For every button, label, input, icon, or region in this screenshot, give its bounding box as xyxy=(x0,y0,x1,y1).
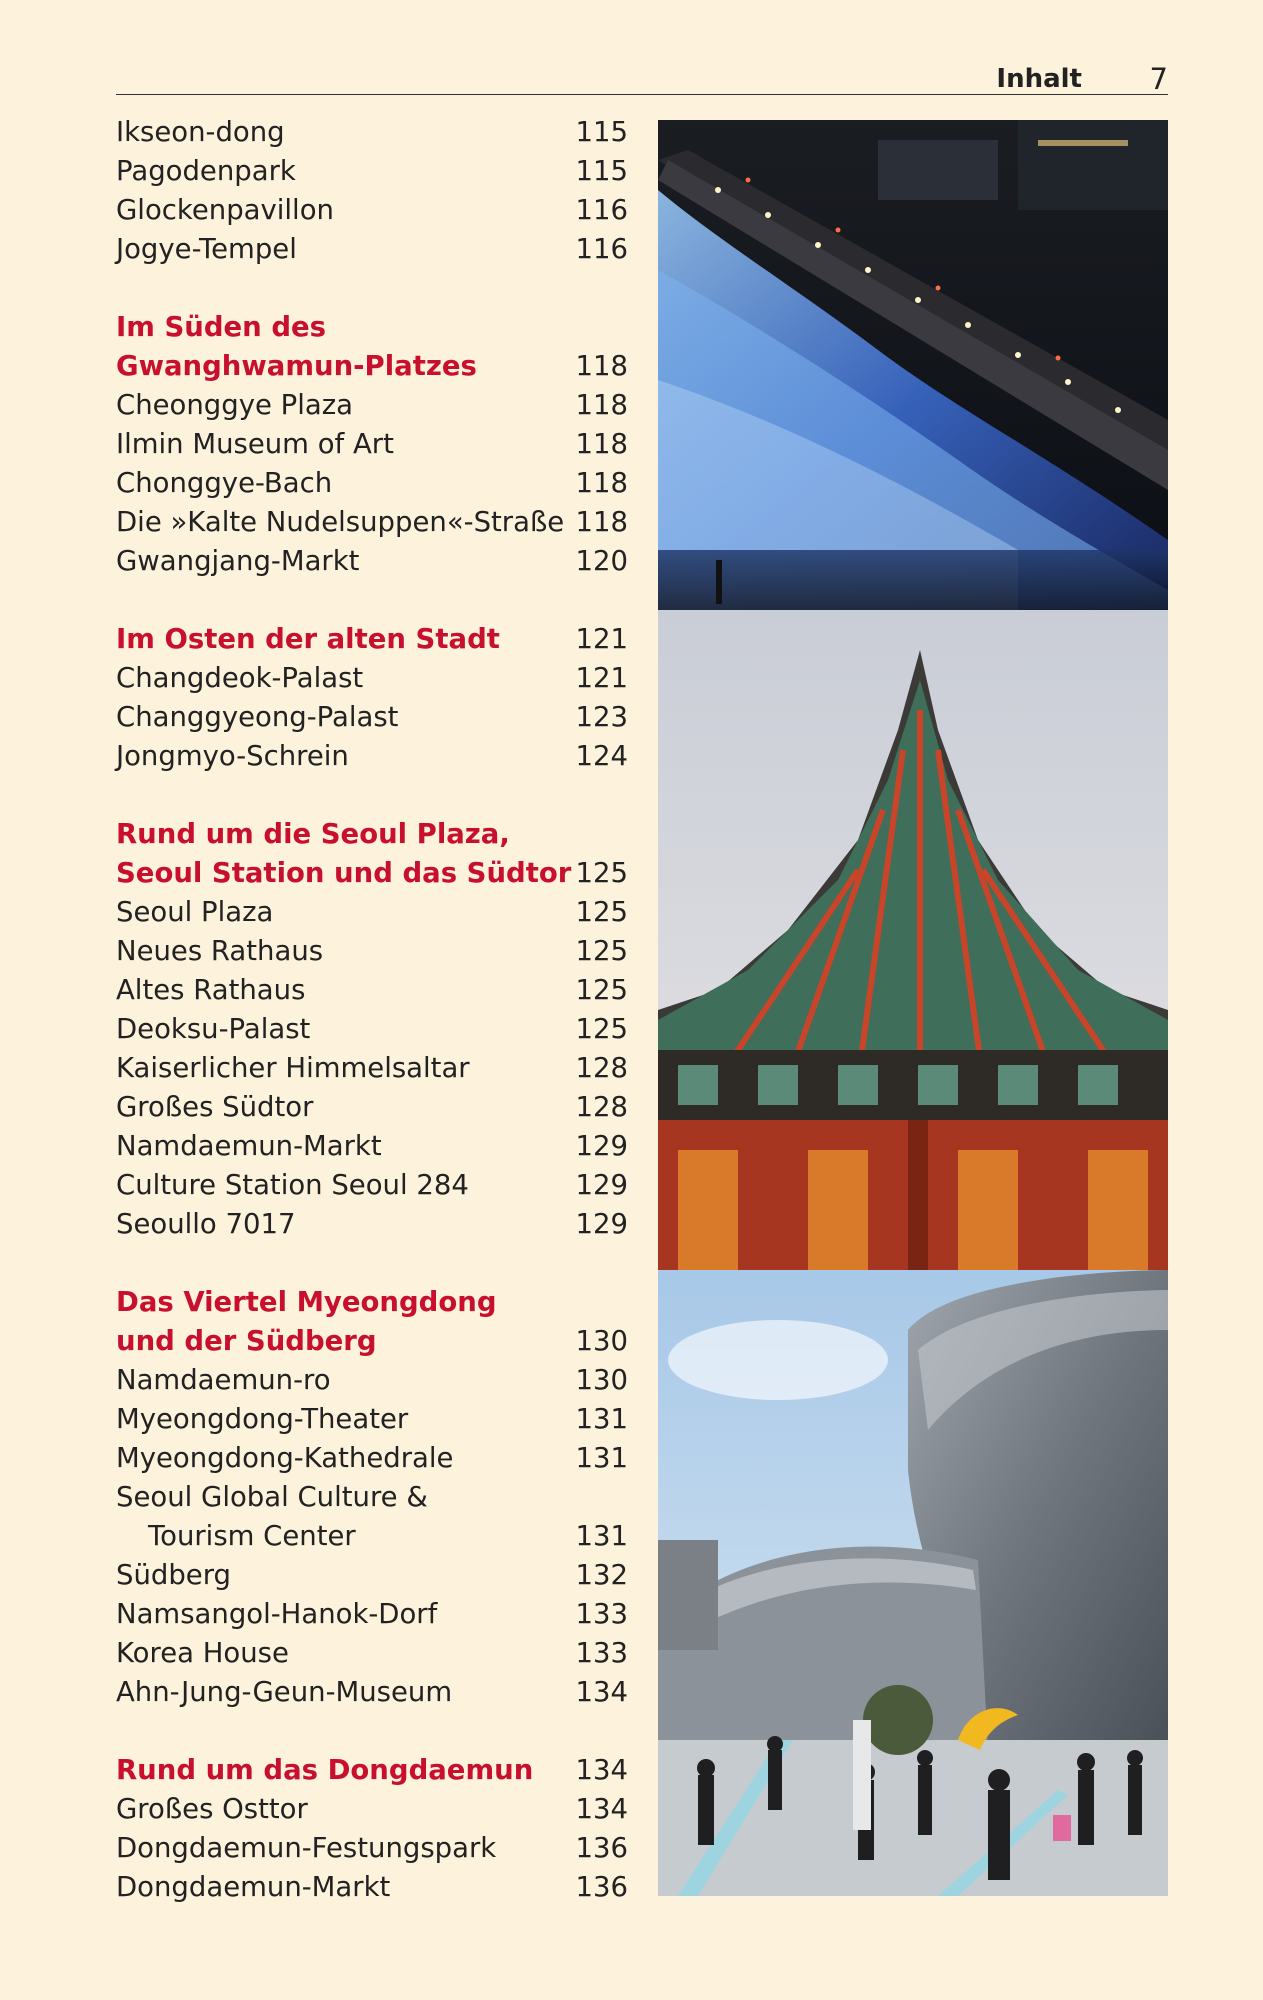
toc-page-number: 131 xyxy=(575,1520,628,1552)
toc-label: Tourism Center xyxy=(148,1520,356,1552)
toc-entry xyxy=(116,1595,628,1634)
toc-page-number: 134 xyxy=(575,1793,628,1825)
toc-entry xyxy=(116,1400,628,1439)
toc-label: Rund um die Seoul Plaza, xyxy=(116,818,510,850)
toc-label: Dongdaemun-Markt xyxy=(116,1871,391,1903)
toc-label: Die »Kalte Nudelsuppen«-Straße xyxy=(116,506,565,538)
toc-label: Seoul Plaza xyxy=(116,896,274,928)
toc-entry xyxy=(116,1010,628,1049)
toc-label: Ahn-Jung-Geun-Museum xyxy=(116,1676,453,1708)
toc-entry xyxy=(116,230,628,269)
page-header xyxy=(116,58,1168,95)
toc-label: und der Südberg xyxy=(116,1325,377,1357)
toc-page-number: 130 xyxy=(575,1364,628,1396)
toc-entry xyxy=(116,503,628,542)
toc-page-number: 136 xyxy=(575,1871,628,1903)
toc-label: Im Osten der alten Stadt xyxy=(116,623,500,655)
toc-entry xyxy=(116,1127,628,1166)
toc-label: Kaiserlicher Himmelsaltar xyxy=(116,1052,470,1084)
toc-label: Chonggye-Bach xyxy=(116,467,333,499)
toc-page-number: 134 xyxy=(575,1676,628,1708)
toc-label: Cheonggye Plaza xyxy=(116,389,354,421)
toc-entry xyxy=(116,893,628,932)
toc-entry xyxy=(116,1439,628,1478)
toc-page-number: 123 xyxy=(575,701,628,733)
toc-page-number: 125 xyxy=(575,974,628,1006)
toc-page-number: 131 xyxy=(575,1403,628,1435)
toc-page-number: 125 xyxy=(575,857,628,889)
toc-label: Großes Südtor xyxy=(116,1091,314,1123)
toc-label: Namdaemun-Markt xyxy=(116,1130,382,1162)
toc-entry xyxy=(116,1673,628,1712)
toc-heading xyxy=(116,1283,628,1322)
toc-page-number: 121 xyxy=(575,662,628,694)
toc-page-number: 129 xyxy=(575,1130,628,1162)
toc-entry xyxy=(116,1205,628,1244)
toc-heading xyxy=(116,854,628,893)
toc-entry xyxy=(116,698,628,737)
toc-heading xyxy=(116,308,628,347)
toc-page-number: 133 xyxy=(575,1598,628,1630)
toc-entry xyxy=(116,542,628,581)
palace-roof-photo xyxy=(658,610,1168,1270)
toc-label: Seoul Station und das Südtor xyxy=(116,857,572,889)
toc-entry xyxy=(116,1166,628,1205)
toc-label: Rund um das Dongdaemun xyxy=(116,1754,534,1786)
toc-label: Im Süden des xyxy=(116,311,327,343)
toc-entry xyxy=(116,1478,628,1517)
toc-heading xyxy=(116,815,628,854)
toc-entry xyxy=(116,737,628,776)
toc-label: Ilmin Museum of Art xyxy=(116,428,394,460)
toc-entry xyxy=(116,971,628,1010)
page-number: 7 xyxy=(1149,62,1168,96)
toc-heading xyxy=(116,347,628,386)
toc-label: Neues Rathaus xyxy=(116,935,324,967)
photo-column xyxy=(658,120,1168,1896)
toc-entry xyxy=(116,191,628,230)
toc-page-number: 118 xyxy=(575,506,628,538)
toc-page-number: 118 xyxy=(575,467,628,499)
toc-entry xyxy=(116,659,628,698)
toc-label: Korea House xyxy=(116,1637,289,1669)
toc-heading xyxy=(116,1751,628,1790)
toc-entry xyxy=(116,1790,628,1829)
toc-entry xyxy=(116,1049,628,1088)
toc-heading xyxy=(116,620,628,659)
toc-label: Deoksu-Palast xyxy=(116,1013,311,1045)
toc-label: Myeongdong-Theater xyxy=(116,1403,409,1435)
toc-page-number: 129 xyxy=(575,1169,628,1201)
toc-page-number: 125 xyxy=(575,1013,628,1045)
toc-label: Jogye-Tempel xyxy=(116,233,297,265)
toc-page-number: 125 xyxy=(575,896,628,928)
toc-label: Glockenpavillon xyxy=(116,194,334,226)
toc-entry xyxy=(116,1088,628,1127)
toc-label: Culture Station Seoul 284 xyxy=(116,1169,469,1201)
toc-label: Gwanghwamun-Platzes xyxy=(116,350,477,382)
toc-page-number: 128 xyxy=(575,1052,628,1084)
toc-entry xyxy=(116,386,628,425)
toc-page-number: 134 xyxy=(575,1754,628,1786)
toc-entry xyxy=(116,1361,628,1400)
toc-page-number: 121 xyxy=(575,623,628,655)
toc-label: Seoullo 7017 xyxy=(116,1208,296,1240)
toc-heading xyxy=(116,1322,628,1361)
toc-label: Dongdaemun-Festungspark xyxy=(116,1832,497,1864)
toc-entry xyxy=(116,1634,628,1673)
toc-page-number: 116 xyxy=(575,194,628,226)
toc-label: Namsangol-Hanok-Dorf xyxy=(116,1598,438,1630)
toc-page-number: 116 xyxy=(575,233,628,265)
toc-label: Changgyeong-Palast xyxy=(116,701,399,733)
toc-page-number: 124 xyxy=(575,740,628,772)
section-title: Inhalt xyxy=(996,64,1082,94)
table-of-contents xyxy=(116,113,628,1907)
toc-entry xyxy=(116,1829,628,1868)
toc-label: Jongmyo-Schrein xyxy=(116,740,349,772)
toc-entry xyxy=(116,113,628,152)
toc-page-number: 118 xyxy=(575,428,628,460)
toc-entry xyxy=(116,1868,628,1907)
toc-entry xyxy=(116,425,628,464)
toc-page-number: 132 xyxy=(575,1559,628,1591)
toc-page-number: 120 xyxy=(575,545,628,577)
bridge-fountain-photo xyxy=(658,120,1168,610)
toc-label: Changdeok-Palast xyxy=(116,662,364,694)
toc-label: Myeongdong-Kathedrale xyxy=(116,1442,454,1474)
toc-label: Gwangjang-Markt xyxy=(116,545,360,577)
toc-page-number: 115 xyxy=(575,155,628,187)
toc-page-number: 118 xyxy=(575,389,628,421)
toc-entry xyxy=(116,932,628,971)
toc-label: Südberg xyxy=(116,1559,231,1591)
toc-label: Altes Rathaus xyxy=(116,974,306,1006)
toc-label: Großes Osttor xyxy=(116,1793,308,1825)
toc-page-number: 136 xyxy=(575,1832,628,1864)
dongdaemun-design-plaza-photo xyxy=(658,1270,1168,1896)
toc-entry xyxy=(116,1556,628,1595)
toc-page-number: 118 xyxy=(575,350,628,382)
toc-label: Das Viertel Myeongdong xyxy=(116,1286,497,1318)
toc-label: Pagodenpark xyxy=(116,155,296,187)
toc-page-number: 130 xyxy=(575,1325,628,1357)
toc-entry xyxy=(116,464,628,503)
toc-page-number: 133 xyxy=(575,1637,628,1669)
toc-page-number: 131 xyxy=(575,1442,628,1474)
toc-entry xyxy=(116,1517,628,1556)
toc-label: Ikseon-dong xyxy=(116,116,285,148)
toc-page-number: 129 xyxy=(575,1208,628,1240)
toc-entry xyxy=(116,152,628,191)
toc-page-number: 125 xyxy=(575,935,628,967)
toc-label: Namdaemun-ro xyxy=(116,1364,331,1396)
toc-label: Seoul Global Culture & xyxy=(116,1481,428,1513)
toc-page-number: 115 xyxy=(575,116,628,148)
toc-page-number: 128 xyxy=(575,1091,628,1123)
